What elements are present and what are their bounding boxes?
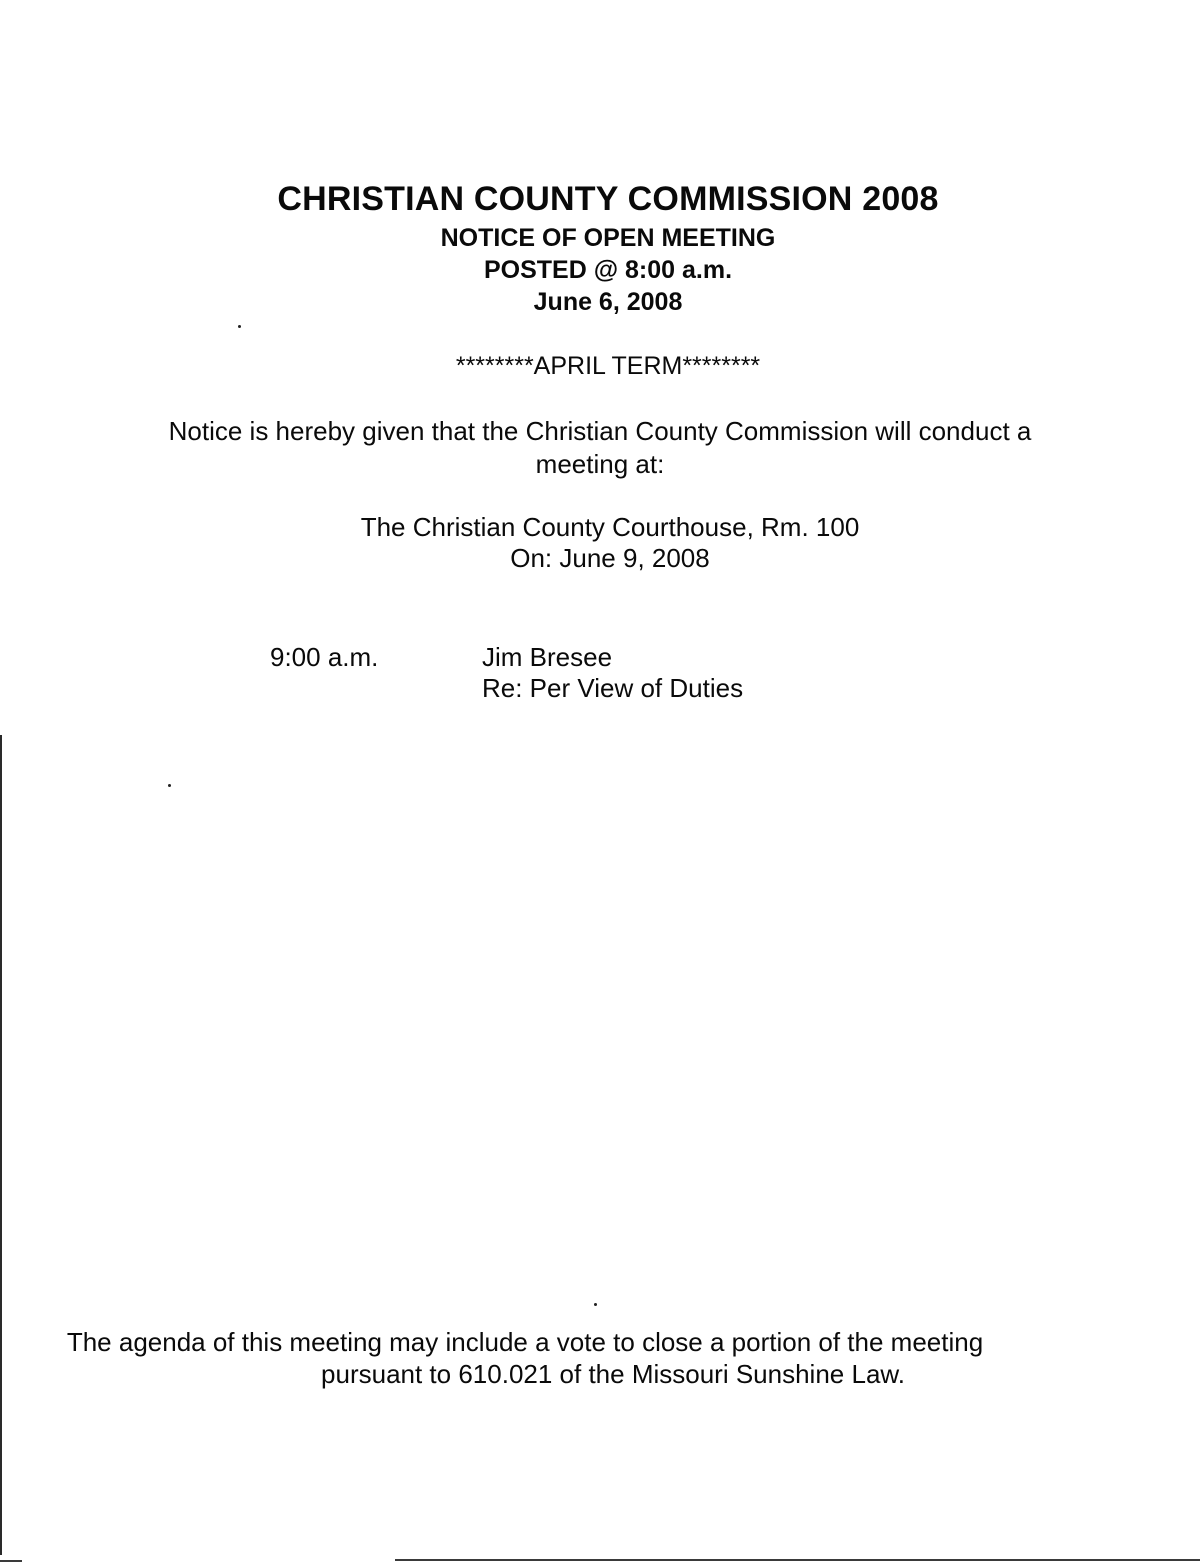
footer-line: The agenda of this meeting may include a vote to close a portion of the meeting [66, 1327, 984, 1357]
document-title: CHRISTIAN COUNTY COMMISSION 2008 [277, 180, 939, 218]
scan-edge-bottom-left [0, 1560, 22, 1562]
notice-line: Notice is hereby given that the Christian County Commission will conduct a [168, 416, 1032, 446]
scan-edge-left [0, 735, 2, 1555]
scan-speck [168, 784, 171, 787]
scan-speck [594, 1303, 597, 1306]
posted-date: June 6, 2008 [533, 288, 683, 316]
scan-speck [238, 325, 241, 328]
notice-paragraph [0, 415, 1200, 481]
term-banner: ********APRIL TERM******** [455, 352, 761, 380]
agenda-item-name: Jim Bresee [482, 642, 613, 672]
footer-line: pursuant to 610.021 of the Missouri Sunshine Law. [321, 1359, 905, 1389]
location-place: The Christian County Courthouse, Rm. 100 [360, 512, 860, 542]
location-date: On: June 9, 2008 [510, 543, 710, 573]
notice-line: meeting at: [535, 449, 665, 479]
document-subtitle: NOTICE OF OPEN MEETING [440, 224, 776, 252]
agenda-item-description [482, 642, 743, 704]
agenda-item-regarding: Re: Per View of Duties [482, 673, 744, 703]
meeting-location [10, 512, 1200, 574]
scan-edge-bottom [395, 1559, 1200, 1561]
agenda-item-time: 9:00 a.m. [270, 642, 379, 672]
sunshine-law-footer [0, 1326, 1200, 1390]
posted-time: POSTED @ 8:00 a.m. [483, 256, 733, 284]
